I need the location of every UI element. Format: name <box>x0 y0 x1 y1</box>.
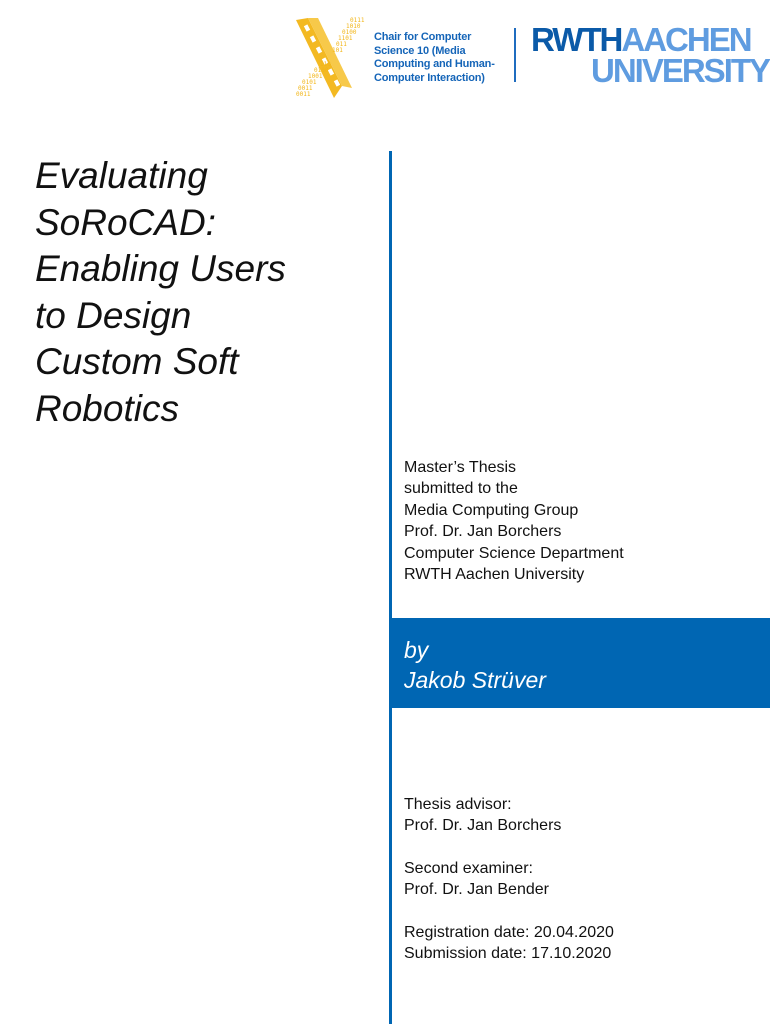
info-line: Master’s Thesis <box>404 459 517 476</box>
chair-line: Science 10 (Media <box>374 44 466 57</box>
by-label: by <box>404 637 429 663</box>
svg-text:110: 110 <box>320 61 331 68</box>
info-line: RWTH Aachen University <box>404 566 585 584</box>
examiner-name: Prof. Dr. Jan Bender <box>404 881 549 899</box>
rwth-logo-text: RWTH <box>531 21 622 58</box>
title-line: SoRoCAD: <box>35 201 216 243</box>
svg-text:0011: 0011 <box>296 91 311 98</box>
svg-text:0100: 0100 <box>342 29 357 36</box>
chair-name <box>374 31 514 85</box>
registration-date: Registration date: 20.04.2020 <box>404 923 614 941</box>
title-line: Evaluating <box>35 155 208 196</box>
svg-text:101: 101 <box>332 47 343 54</box>
chair-line: Chair for Computer <box>374 31 472 43</box>
svg-text:0101: 0101 <box>302 79 317 86</box>
author-banner <box>392 618 770 708</box>
advisor-label: Thesis advisor: <box>404 796 512 813</box>
author-name: Jakob Strüver <box>404 667 546 693</box>
title-line: Custom Soft <box>35 341 239 382</box>
thesis-details <box>404 794 614 964</box>
info-line: Computer Science Department <box>404 544 624 562</box>
rwth-logo <box>531 21 770 89</box>
chair-logo <box>294 16 374 100</box>
advisor-name: Prof. Dr. Jan Borchers <box>404 817 562 835</box>
thesis-info <box>404 457 624 585</box>
thesis-title <box>35 153 365 432</box>
vertical-divider <box>389 151 392 1024</box>
title-line: Robotics <box>35 387 179 429</box>
submission-date: Submission date: 17.10.2020 <box>404 945 612 963</box>
svg-text:0011: 0011 <box>298 85 313 92</box>
chair-line: Computing and Human- <box>374 58 495 70</box>
examiner-label: Second examiner: <box>404 859 533 877</box>
title-line: to Design <box>35 294 192 336</box>
aachen-logo-text: AACHEN <box>621 21 751 58</box>
info-line: submitted to the <box>404 480 518 498</box>
svg-text:1101: 1101 <box>338 35 353 42</box>
svg-text:0111: 0111 <box>350 17 365 24</box>
chair-line: Computer Interaction) <box>374 71 485 84</box>
film-strip-logo-icon <box>294 16 374 100</box>
logo-divider <box>514 28 516 82</box>
info-line: Media Computing Group <box>404 501 579 519</box>
svg-text:1001: 1001 <box>308 73 323 80</box>
title-line: Enabling Users <box>35 248 286 289</box>
info-line: Prof. Dr. Jan Borchers <box>404 523 562 541</box>
svg-text:011: 011 <box>336 41 347 48</box>
svg-text:0100: 0100 <box>314 67 329 74</box>
university-logo-text: UNIVERSITY <box>591 52 770 89</box>
svg-text:1010: 1010 <box>346 23 361 30</box>
